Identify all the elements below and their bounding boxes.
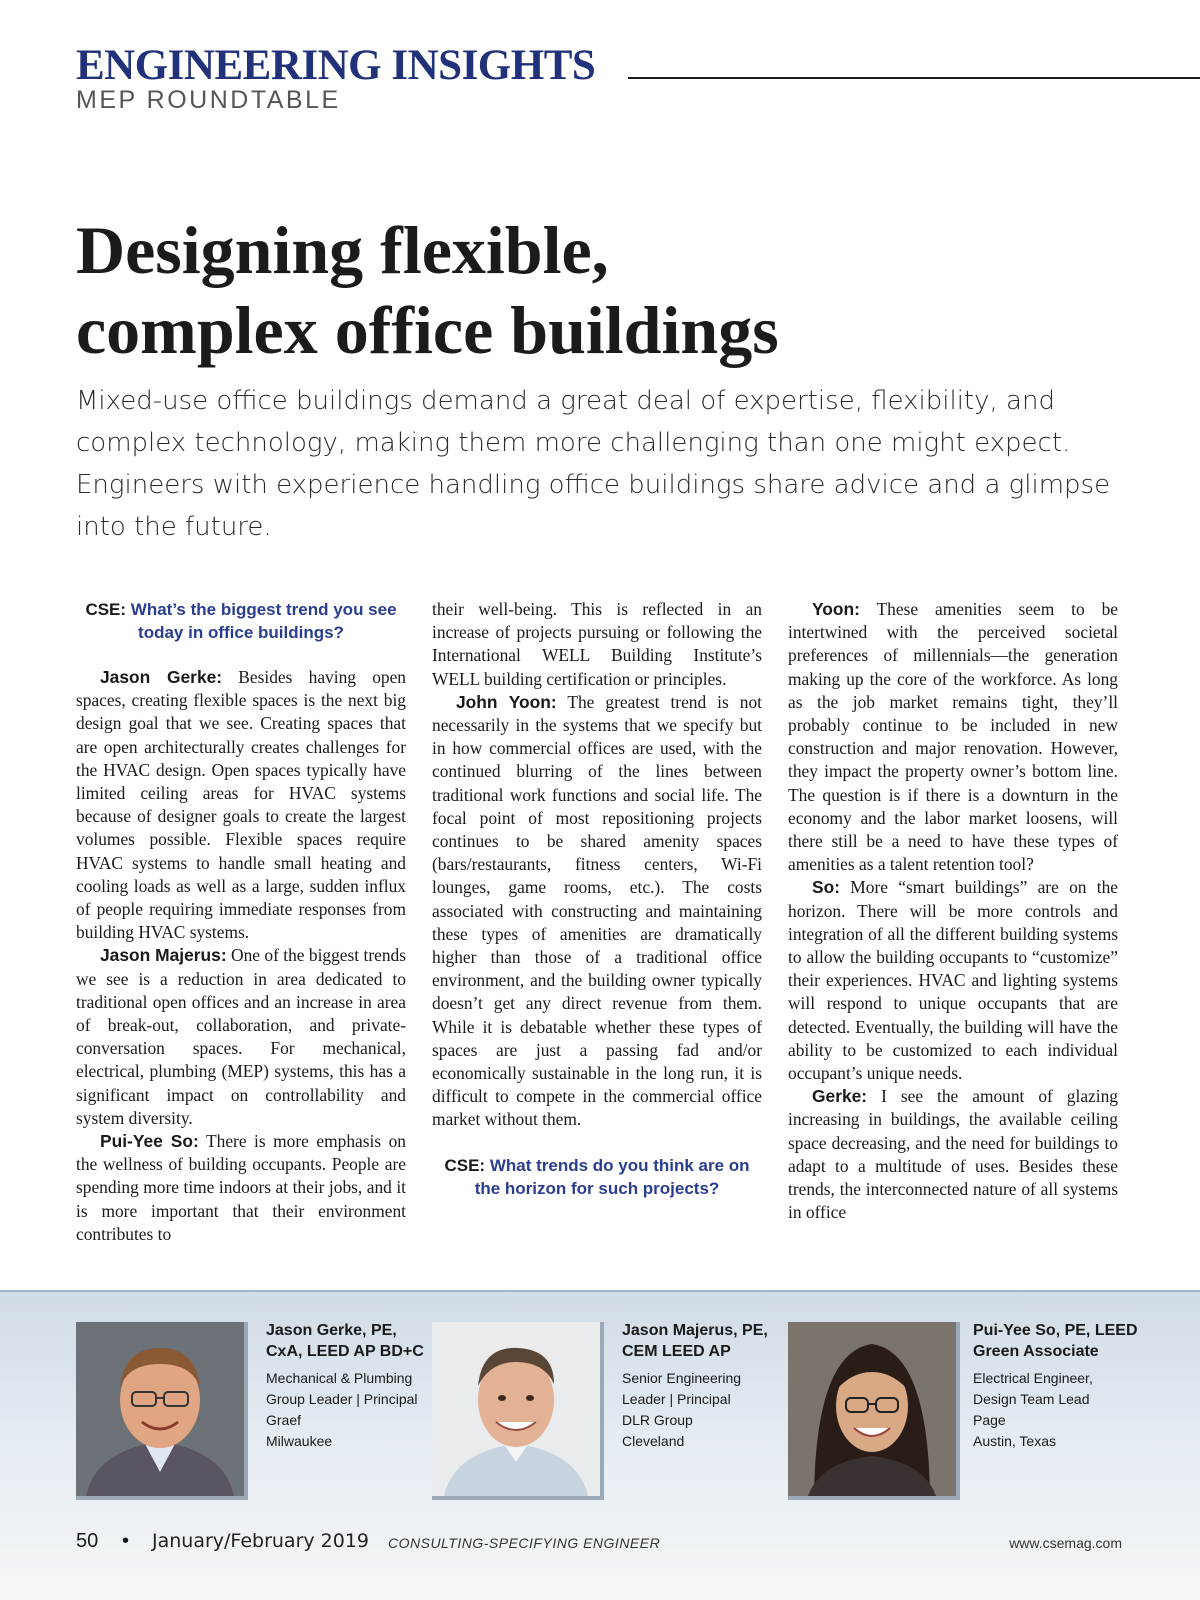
bio-name: Jason Gerke, PE, CxA, LEED AP BD+C: [266, 1322, 424, 1360]
answer-paragraph: [432, 691, 762, 1132]
page-number: 50: [76, 1530, 99, 1552]
text-column-2: [432, 598, 762, 1222]
answer-text: Besides having open spaces, creating flexible spaces is the next big design goal that we see. Creating spaces that are open architecturally creates challenges for the HVAC design. Open spaces typically have limited ceiling areas for HVAC systems because of designer goals to create the largest volumes possible. Flexible spaces require HVAC systems to handle small heating and cooling loads as well as a large, sudden influx of people requiring immediate responses from building HVAC systems.: [76, 667, 406, 943]
speaker-name: Gerke:: [812, 1086, 868, 1107]
bio-title: Leader | Principal: [622, 1391, 731, 1407]
bio-company: Graef: [266, 1412, 302, 1428]
bio-location: Milwaukee: [266, 1433, 333, 1449]
page-footer: [76, 1530, 1122, 1560]
answer-paragraph: [432, 598, 762, 691]
bio-band-rule: [0, 1290, 1200, 1292]
question-text: What trends do you think are on the horizon for such projects?: [474, 1155, 750, 1198]
article-headline: [76, 210, 1136, 370]
question-text: What’s the biggest trend you see today in office buildings?: [130, 600, 397, 642]
answer-paragraph: [76, 1130, 406, 1246]
bio-title: Senior Engineering: [622, 1370, 742, 1386]
headline-line-2: complex office buildings: [76, 292, 779, 368]
answer-text: These amenities seem to be intertwined with the perceived societal preferences of millennials—the generation making up the core of the workforce. As long as the job market remains tight, they’ll probably continue to be included in new construction and major renovation. However, they impact the property owner’s bottom line. The question is if there is a downturn in the economy and the labor market loosens, will there still be a need to have these types of amenities as a talent retention tool?: [788, 599, 1118, 875]
header-rule: [628, 77, 1200, 79]
headshot-illustration: [432, 1322, 600, 1496]
answer-text: One of the biggest trends we see is a reduction in area dedicated to traditional open offices and an increase in area of break-out, collaboration, and private-conversation spaces. For mechanical, electrical, plumbing (MEP) systems, this has a significant impact on controllability and system diversity.: [76, 945, 407, 1128]
headshot-photo: [432, 1322, 604, 1500]
speaker-name: Jason Gerke:: [100, 667, 223, 687]
text-column-1: [76, 598, 406, 1246]
question: [76, 598, 406, 644]
answer-text: There is more emphasis on the wellness of building occupants. People are spending more time indoors at their jobs, and it is more important that their environment contributes to: [76, 1131, 406, 1244]
headshot-illustration: [76, 1322, 244, 1496]
bio-company: DLR Group: [622, 1412, 693, 1428]
question-label: CSE:: [85, 600, 127, 619]
website-url: www.csemag.com: [1009, 1535, 1122, 1551]
bio-card: [266, 1320, 436, 1452]
speaker-name: Pui-Yee So:: [100, 1131, 199, 1152]
answer-text: their well-being. This is reflected in an increase of projects pursuing or following the International WELL Building Institute’s WELL building certification or principles.: [432, 599, 762, 689]
speaker-name: Jason Majerus:: [100, 945, 227, 966]
article-deck: Mixed-use office buildings demand a great deal of expertise, flexibility, and complex technology, making them more challenging than one might expect. Engineers with experience handling office buildings share advice and a glimpse into the future.: [76, 386, 1111, 542]
bio-location: Austin, Texas: [973, 1433, 1057, 1449]
answer-paragraph: [788, 876, 1118, 1085]
answer-paragraph: [76, 666, 406, 944]
text-column-3: [788, 598, 1118, 1224]
question: [432, 1154, 762, 1200]
bio-location: Cleveland: [622, 1433, 685, 1449]
headshot-photo: [76, 1322, 248, 1500]
issue-date: January/February 2019: [152, 1530, 370, 1552]
footer-bullet: •: [122, 1530, 130, 1552]
bio-card: [622, 1320, 792, 1452]
answer-paragraph: [788, 598, 1118, 876]
answer-text: I see the amount of glazing increasing in buildings, the available ceiling space decreasing, and the need for buildings to adapt to a multitude of uses. Besides these trends, the interconnected nature of all systems in office: [788, 1086, 1118, 1223]
headline-line-1: Designing flexible,: [76, 212, 609, 288]
answer-text: The greatest trend is not necessarily in the systems that we specify but in how commercial offices are used, with the continued blurring of the lines between traditional work functions and social life. The focal point of most repositioning projects continues to be shared amenity spaces (bars/restaurants, fitness centers, Wi-Fi lounges, game rooms, etc.). The costs associated with constructing and maintaining these types of amenities are dramatically higher than those of a traditional office environment, and the building owner typically doesn’t get any direct revenue from them. While it is debatable whether these types of spaces are just a passing fad and/or economically sustainable in the long run, it is difficult to compete in the commercial office market without them.: [432, 691, 762, 1130]
speaker-name: John Yoon:: [456, 691, 557, 712]
answer-text: More “smart buildings” are on the horizon. There will be more controls and integration of all the different building systems to allow the building occupants to “customize” their experiences. HVAC and lighting systems will respond to unique occupants that are detected. Eventually, the building will have the ability to be customized to each individual occupant’s unique needs.: [788, 877, 1118, 1084]
bio-card: [973, 1320, 1163, 1452]
section-title: ENGINEERING INSIGHTS: [76, 42, 596, 89]
answer-paragraph: [76, 944, 406, 1130]
magazine-name: CONSULTING-SPECIFYING ENGINEER: [388, 1535, 661, 1551]
section-subtitle: MEP ROUNDTABLE: [76, 86, 341, 114]
answer-paragraph: [788, 1085, 1118, 1224]
speaker-name: So:: [812, 877, 841, 898]
bio-name: Jason Majerus, PE, CEM LEED AP: [622, 1322, 768, 1360]
bio-title: Group Leader | Principal: [266, 1391, 418, 1407]
headshot-illustration: [788, 1322, 956, 1496]
speaker-name: Yoon:: [812, 599, 860, 619]
section-header: [76, 44, 1200, 88]
bio-title: Mechanical & Plumbing: [266, 1370, 413, 1386]
headshot-photo: [788, 1322, 960, 1500]
question-label: CSE:: [444, 1155, 486, 1175]
bio-name: Pui-Yee So, PE, LEED Green Associate: [973, 1322, 1138, 1360]
bio-title: Electrical Engineer,: [973, 1370, 1093, 1386]
bio-company: Page: [973, 1412, 1006, 1428]
bio-title: Design Team Lead: [973, 1391, 1090, 1407]
